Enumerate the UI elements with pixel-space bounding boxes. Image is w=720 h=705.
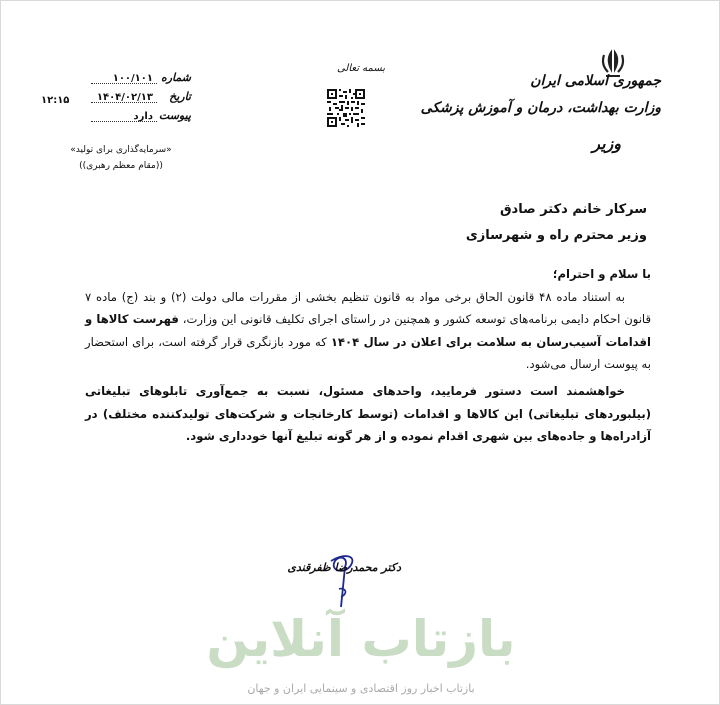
recipient-line2: وزیر محترم راه و شهرسازی [465, 228, 647, 243]
greeting: با سلام و احترام؛ [552, 267, 651, 281]
ministry-line1: جمهوری اسلامی ایران [530, 73, 661, 89]
signatory-name: دکتر محمدرضا ظفرقندی [287, 561, 401, 574]
motto-line2: ((مقام معظم رهبری)) [79, 161, 163, 171]
watermark-title: بازتاب آنلاین [206, 610, 516, 668]
meta-number-label: شماره [160, 71, 191, 84]
letter-body [85, 263, 651, 448]
p1-bold-text: فهرست کالاها و اقدامات آسیب‌رسان به سلامت برای اعلان در سال ۱۴۰۴ [85, 312, 651, 349]
bismillah: بسمه تعالی [336, 63, 386, 74]
meta-date-value: ۱۴۰۴/۰۲/۱۳ [96, 92, 153, 103]
motto [61, 142, 181, 174]
watermark-subtitle: بازتاب اخبار روز اقتصادی و سینمایی ایران و جهان [247, 682, 475, 695]
meta-date-label: تاریخ [169, 90, 191, 103]
meta-attachment-value: دارد [133, 111, 153, 122]
ministry-line3: وزیر [592, 134, 621, 153]
meta-number-value: ۱۰۰/۱۰۱ [112, 73, 153, 84]
meta-attachment-row [41, 109, 191, 128]
ministry-line2: وزارت بهداشت، درمان و آموزش پزشکی [420, 100, 661, 116]
meta-attachment-label: پیوست [158, 109, 191, 122]
p1-normal-text: به استناد ماده ۴۸ قانون الحاق برخی مواد به قانون تنظیم بخشی از مقررات مالی دولت (۲) و بند (ج) ماده ۷ قانون احکام دایمی برنامه‌های توسعه کشور و همچنین در راستای اجرای تکلیف قانونی این وزارت، [85, 289, 651, 327]
recipient [466, 197, 647, 249]
meta-time-value: ۱۲:۱۵ [41, 95, 70, 106]
qr-code-icon [327, 89, 365, 127]
body-paragraph-2: خواهشمند است دستور فرمایید، واحدهای مسئول، نسبت به جمع‌آوری تابلوهای تبلیغاتی (بیلبوردهای تبلیغاتی) این کالاها و اقدامات (توسط کارخانجات و شرکت‌های تولیدکننده مختلف) در آزادراه‌ها و جاده‌های بین شهری اقدام نموده و از هر گونه تبلیغ آنها خودداری شود. [85, 383, 651, 444]
recipient-line1: سرکار خانم دکتر صادق [499, 202, 647, 217]
p1-tail-text: که مورد بازنگری قرار گرفته است، برای استحضار به پیوست ارسال می‌شود. [85, 334, 651, 372]
meta-number-row [41, 71, 191, 90]
body-paragraph-1 [85, 286, 651, 376]
ministry-header [421, 71, 661, 155]
motto-line1: «سرمایه‌گذاری برای تولید» [70, 145, 172, 155]
